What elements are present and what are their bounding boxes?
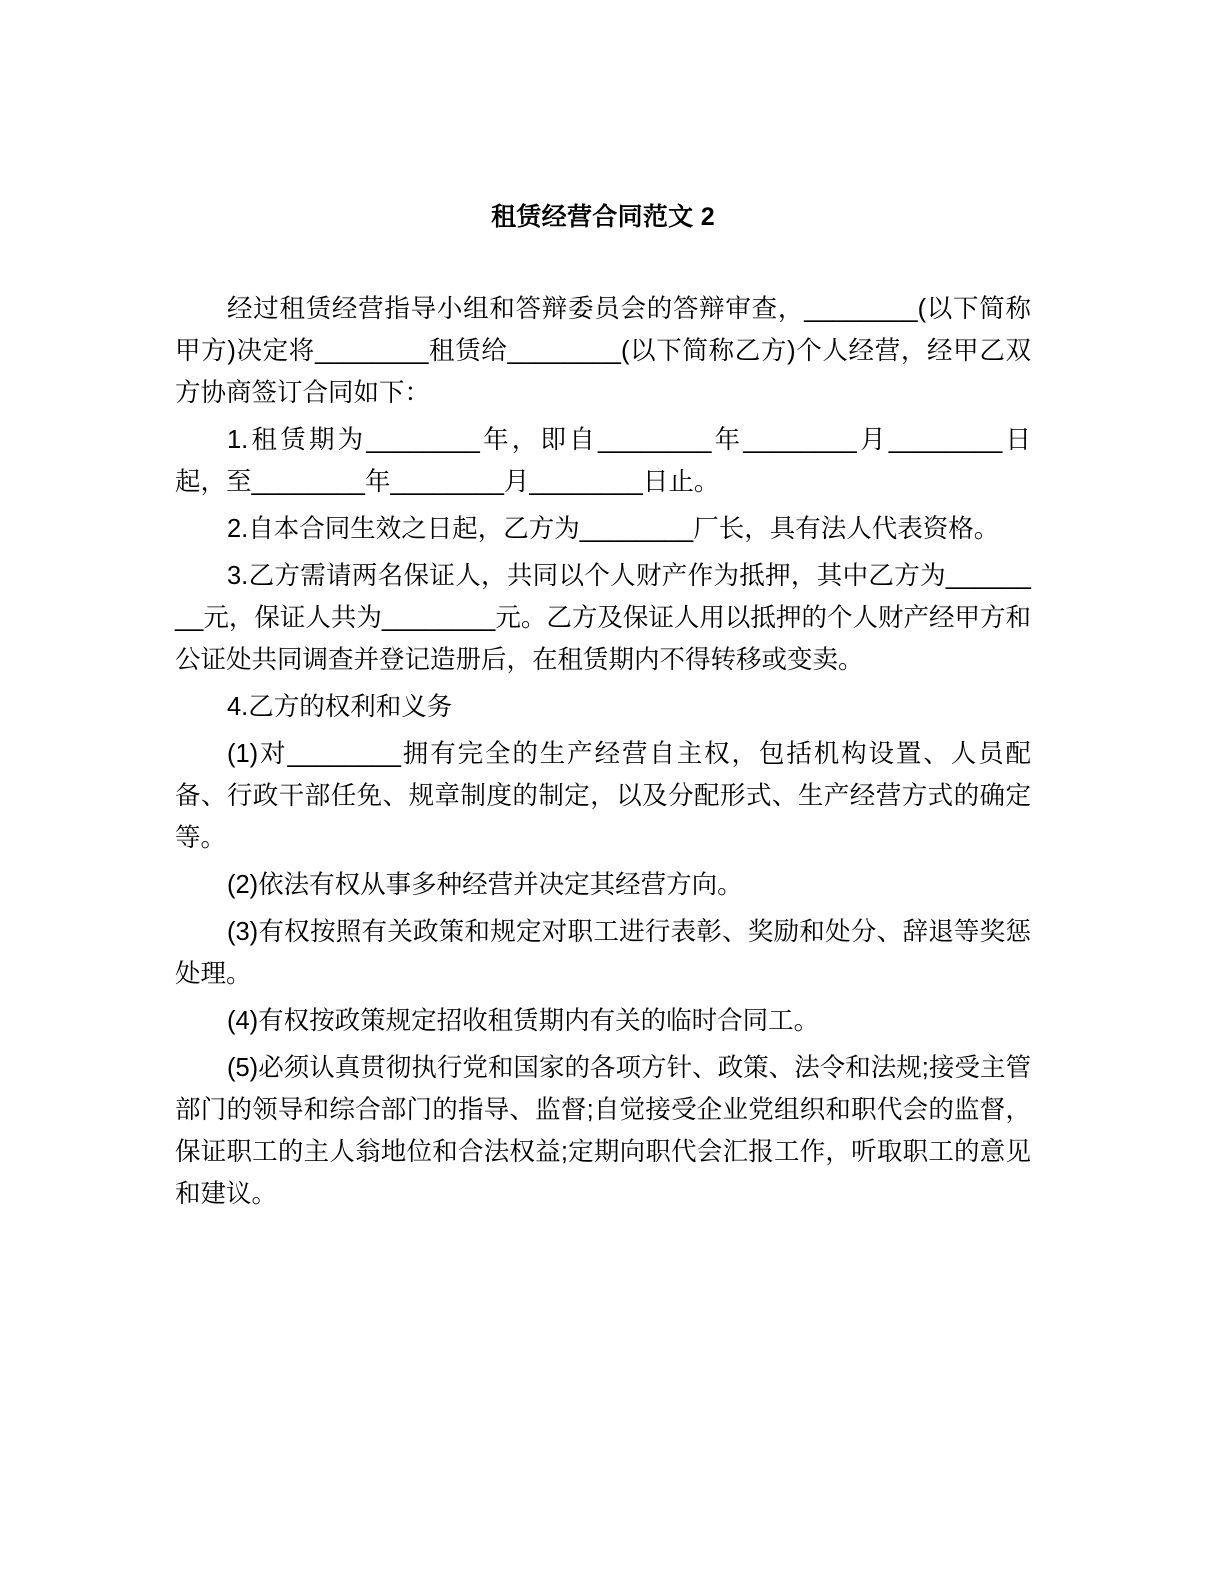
paragraph-clause-2: 2.自本合同生效之日起，乙方为________厂长，具有法人代表资格。: [227, 515, 1000, 543]
paragraph-clause-1: 1.租赁期为________年，即自________年________月________日起，至________年________月________日止。: [175, 426, 1031, 496]
paragraph-clause-4-2: (2)依法有权从事多种经营并决定其经营方向。: [227, 871, 743, 899]
paragraph-preamble: 经过租赁经营指导小组和答辩委员会的答辩审查，________(以下简称甲方)决定将________租赁给________(以下简称乙方)个人经营，经甲乙双方协商签订合同如下：: [175, 295, 1031, 407]
document-title: 租赁经营合同范文 2: [491, 203, 715, 231]
paragraph-clause-4: 4.乙方的权利和义务: [227, 693, 453, 721]
paragraph-clause-4-5: (5)必须认真贯彻执行党和国家的各项方针、政策、法令和法规;接受主管部门的领导和综合部门的指导、监督;自觉接受企业党组织和职代会的监督，保证职工的主人翁地位和合法权益;定期向职代会汇报工作，听取职工的意见和建议。: [175, 1054, 1031, 1208]
title-spacer: [175, 238, 1031, 288]
paragraph-clause-3: 3.乙方需请两名保证人，共同以个人财产作为抵押，其中乙方为________元，保证人共为________元。乙方及保证人用以抵押的个人财产经甲方和公证处共同调查并登记造册后，在租赁期内不得转移或变卖。: [175, 562, 1031, 674]
paragraph-clause-4-3: (3)有权按照有关政策和规定对职工进行表彰、奖励和处分、辞退等奖惩处理。: [175, 918, 1031, 988]
document-body: [175, 196, 1031, 1215]
paragraph-clause-4-1: (1)对________拥有完全的生产经营自主权，包括机构设置、人员配备、行政干部任免、规章制度的制定，以及分配形式、生产经营方式的确定等。: [175, 740, 1031, 852]
paragraph-clause-4-4: (4)有权按政策规定招收租赁期内有关的临时合同工。: [227, 1007, 820, 1035]
